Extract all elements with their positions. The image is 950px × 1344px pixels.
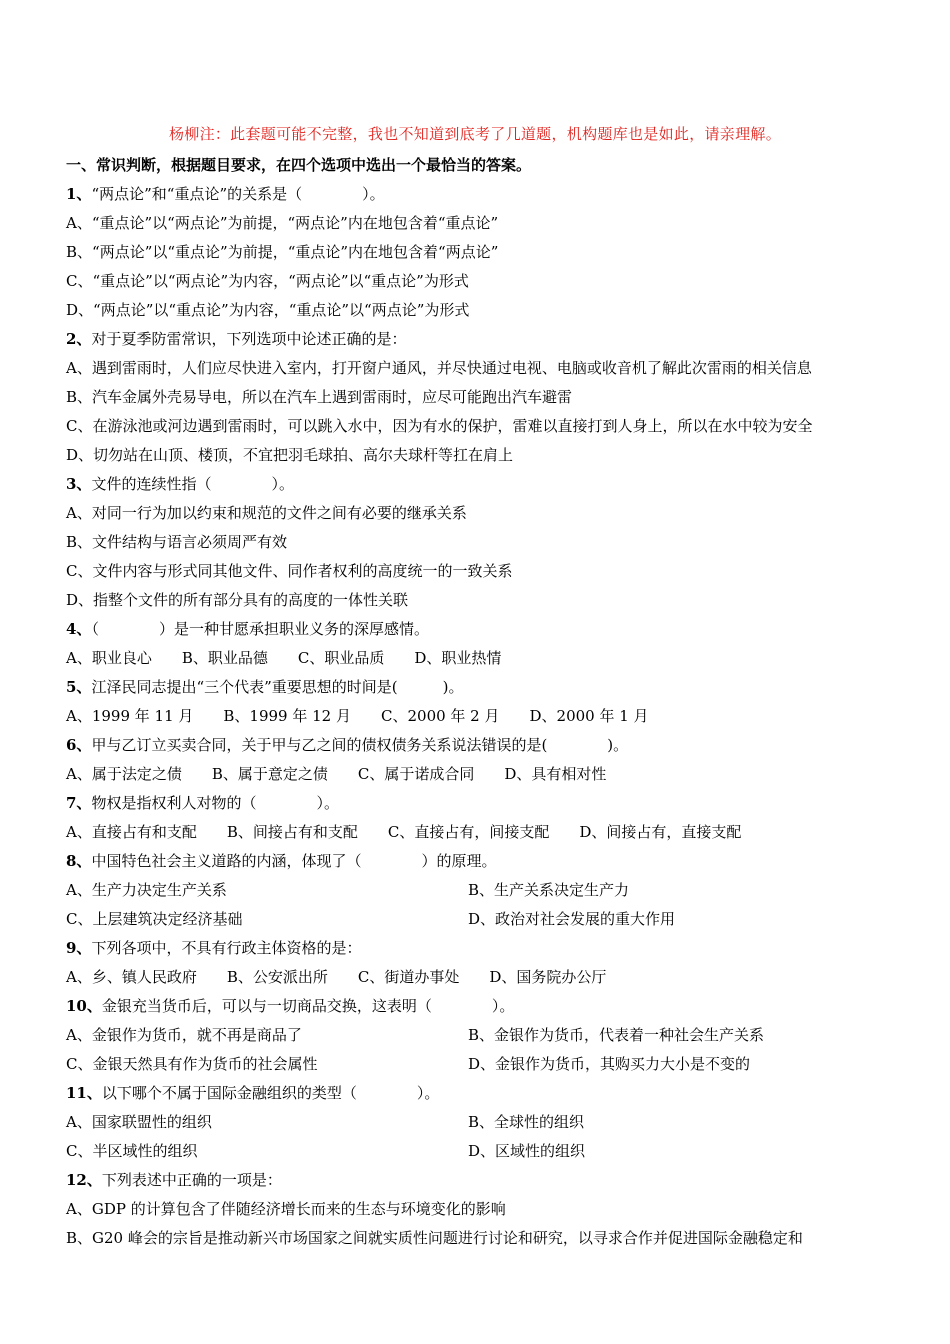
question-number: 5、 bbox=[66, 678, 92, 696]
options-row bbox=[66, 876, 886, 905]
option-c: C、金银天然具有作为货币的社会属性 bbox=[66, 1055, 318, 1073]
question-number: 2、 bbox=[66, 330, 92, 348]
question-text: 金银充当货币后，可以与一切商品交换，这表明（ ）。 bbox=[101, 997, 515, 1015]
options-row bbox=[66, 1137, 886, 1166]
question-text: 江泽民同志提出“三个代表”重要思想的时间是( )。 bbox=[91, 678, 464, 696]
option-c: C、“重点论”以“两点论”为内容，“两点论”以“重点论”为形式 bbox=[66, 272, 469, 290]
option-d: D、区域性的组织 bbox=[468, 1142, 586, 1160]
question-5 bbox=[66, 673, 886, 702]
question-text: 对于夏季防雷常识，下列选项中论述正确的是： bbox=[91, 330, 407, 348]
option-c: C、上层建筑决定经济基础 bbox=[66, 910, 243, 928]
options-row bbox=[66, 905, 886, 934]
option-d: D、具有相对性 bbox=[504, 765, 607, 783]
question-2 bbox=[66, 325, 886, 354]
question-8 bbox=[66, 847, 886, 876]
option-a: A、职业良心 bbox=[66, 649, 152, 667]
option-a: A、GDP 的计算包含了伴随经济增长而来的生态与环境变化的影响 bbox=[66, 1200, 506, 1218]
question-text: 文件的连续性指（ ）。 bbox=[91, 475, 294, 493]
option-b: B、生产关系决定生产力 bbox=[468, 881, 630, 899]
option-d: D、指整个文件的所有部分具有的高度的一体性关联 bbox=[66, 591, 409, 609]
option-d: D、金银作为货币，其购买力大小是不变的 bbox=[468, 1055, 751, 1073]
option-c: C、文件内容与形式同其他文件、同作者权利的高度统一的一致关系 bbox=[66, 562, 513, 580]
question-number: 3、 bbox=[66, 475, 92, 493]
question-number: 7、 bbox=[66, 794, 92, 812]
question-4 bbox=[66, 615, 886, 644]
editor-note: 杨柳注：此套题可能不完整，我也不知道到底考了几道题，机构题库也是如此，请亲理解。 bbox=[168, 125, 781, 143]
option-c: C、半区域性的组织 bbox=[66, 1142, 198, 1160]
question-text: 中国特色社会主义道路的内涵，体现了（ ）的原理。 bbox=[91, 852, 497, 870]
question-text: 下列各项中，不具有行政主体资格的是： bbox=[91, 939, 362, 957]
option-b: B、汽车金属外壳易导电，所以在汽车上遇到雷雨时，应尽可能跑出汽车避雷 bbox=[66, 388, 573, 406]
option-b: B、文件结构与语言必须周严有效 bbox=[66, 533, 288, 551]
question-number: 1、 bbox=[66, 185, 92, 203]
option-a: A、“重点论”以“两点论”为前提，“两点论”内在地包含着“重点论” bbox=[66, 214, 499, 232]
option-b: B、全球性的组织 bbox=[468, 1113, 585, 1131]
options-row bbox=[66, 1108, 886, 1137]
question-3 bbox=[66, 470, 886, 499]
question-7 bbox=[66, 789, 886, 818]
option-c: C、街道办事处 bbox=[357, 968, 460, 986]
question-text: “两点论”和“重点论”的关系是（ ）。 bbox=[91, 185, 385, 203]
option-a: A、属于法定之债 bbox=[66, 765, 182, 783]
option-b: B、职业品德 bbox=[181, 649, 268, 667]
question-text: 物权是指权利人对物的（ ）。 bbox=[91, 794, 339, 812]
options-row bbox=[66, 702, 886, 731]
options-row bbox=[66, 818, 886, 847]
options-row bbox=[66, 963, 886, 992]
option-b: B、“两点论”以“重点论”为前提，“重点论”内在地包含着“两点论” bbox=[66, 243, 499, 261]
question-number: 11、 bbox=[66, 1084, 102, 1102]
option-c: C、职业品质 bbox=[297, 649, 385, 667]
option-a: A、对同一行为加以约束和规范的文件之间有必要的继承关系 bbox=[66, 504, 467, 522]
option-d: D、切勿站在山顶、楼顶，不宜把羽毛球拍、高尔夫球杆等扛在肩上 bbox=[66, 446, 514, 464]
question-10 bbox=[66, 992, 886, 1021]
option-a: A、遇到雷雨时，人们应尽快进入室内，打开窗户通风，并尽快通过电视、电脑或收音机了解此次雷雨的相关信息 bbox=[66, 359, 812, 377]
option-a: A、金银作为货币，就不再是商品了 bbox=[66, 1026, 302, 1044]
question-text: 甲与乙订立买卖合同，关于甲与乙之间的债权债务关系说法错误的是( )。 bbox=[91, 736, 629, 754]
question-text: （ ）是一种甘愿承担职业义务的深厚感情。 bbox=[91, 620, 429, 638]
option-b: B、G20 峰会的宗旨是推动新兴市场国家之间就实质性问题进行讨论和研究，以寻求合作并促进国际金融稳定和 bbox=[66, 1229, 803, 1247]
question-text: 以下哪个不属于国际金融组织的类型（ ）。 bbox=[101, 1084, 440, 1102]
question-text: 下列表述中正确的一项是： bbox=[101, 1171, 282, 1189]
option-a: A、直接占有和支配 bbox=[66, 823, 197, 841]
question-list bbox=[66, 151, 886, 1253]
question-number: 9、 bbox=[66, 939, 92, 957]
question-9 bbox=[66, 934, 886, 963]
question-number: 10、 bbox=[66, 997, 102, 1015]
option-d: D、职业热情 bbox=[414, 649, 502, 667]
options-row bbox=[66, 644, 886, 673]
option-b: B、属于意定之债 bbox=[211, 765, 328, 783]
option-b: B、间接占有和支配 bbox=[226, 823, 358, 841]
section-title: 一、常识判断，根据题目要求，在四个选项中选出一个最恰当的答案。 bbox=[66, 156, 532, 174]
option-c: C、直接占有，间接支配 bbox=[387, 823, 550, 841]
option-b: B、金银作为货币，代表着一种社会生产关系 bbox=[468, 1026, 765, 1044]
option-b: B、1999 年 12 月 bbox=[223, 707, 351, 725]
question-1 bbox=[66, 180, 886, 209]
option-d: D、政治对社会发展的重大作用 bbox=[468, 910, 676, 928]
options-row bbox=[66, 1021, 886, 1050]
option-a: A、国家联盟性的组织 bbox=[66, 1113, 212, 1131]
option-c: C、属于诺成合同 bbox=[357, 765, 475, 783]
option-d: D、2000 年 1 月 bbox=[529, 707, 649, 725]
question-number: 4、 bbox=[66, 620, 92, 638]
option-a: A、1999 年 11 月 bbox=[66, 707, 194, 725]
question-6 bbox=[66, 731, 886, 760]
option-a: A、乡、镇人民政府 bbox=[66, 968, 197, 986]
option-b: B、公安派出所 bbox=[226, 968, 328, 986]
option-a: A、生产力决定生产关系 bbox=[66, 881, 227, 899]
options-row bbox=[66, 760, 886, 789]
question-number: 8、 bbox=[66, 852, 92, 870]
option-d: D、“两点论”以“重点论”为内容，“重点论”以“两点论”为形式 bbox=[66, 301, 470, 319]
question-11 bbox=[66, 1079, 886, 1108]
option-c: C、2000 年 2 月 bbox=[381, 707, 500, 725]
option-d: D、间接占有，直接支配 bbox=[579, 823, 742, 841]
question-number: 6、 bbox=[66, 736, 92, 754]
question-12 bbox=[66, 1166, 886, 1195]
option-d: D、国务院办公厅 bbox=[489, 968, 607, 986]
question-number: 12、 bbox=[66, 1171, 102, 1189]
options-row bbox=[66, 1050, 886, 1079]
option-c: C、在游泳池或河边遇到雷雨时，可以跳入水中，因为有水的保护，雷难以直接打到人身上，所以在水中较为安全 bbox=[66, 417, 813, 435]
